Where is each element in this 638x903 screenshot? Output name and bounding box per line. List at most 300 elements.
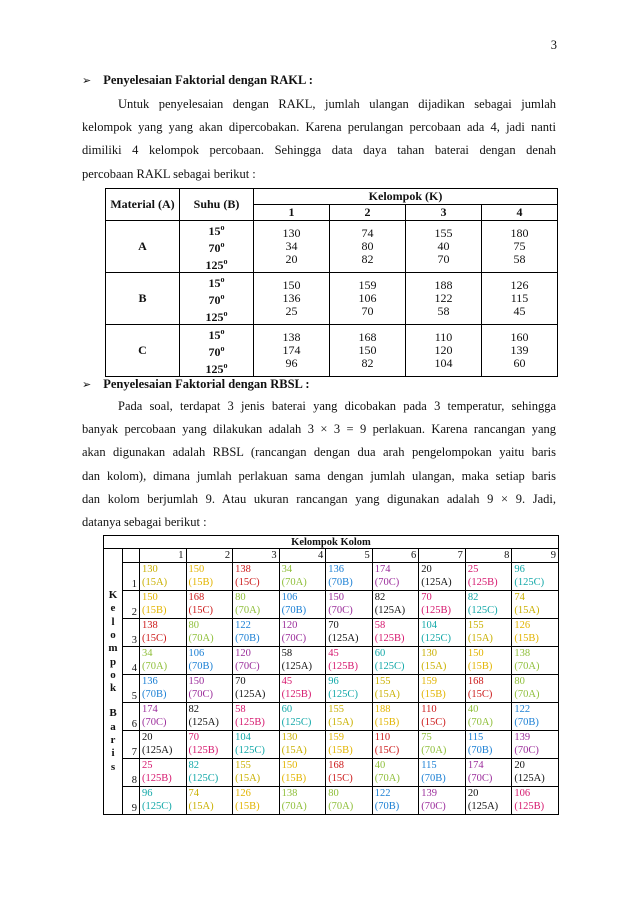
cell-value: 106: [358, 291, 377, 305]
kelompok-col-header: 4: [482, 205, 558, 221]
treatment-value: 106: [188, 648, 205, 659]
treatment-value: 20: [514, 760, 525, 771]
cell-value: 150: [282, 278, 301, 292]
treatment-code: (70C): [235, 661, 260, 672]
cell-value: 60: [513, 356, 526, 370]
treatment-value: 138: [281, 788, 298, 799]
treatment-code: (15A): [188, 801, 214, 812]
treatment-code: (15C): [467, 689, 493, 700]
treatment-cell: [140, 563, 187, 591]
treatment-code: (70C): [142, 717, 167, 728]
degree-mark: o: [223, 309, 228, 318]
section2-heading: [82, 377, 310, 392]
treatment-code: (15C): [235, 577, 260, 588]
treatment-value: 20: [467, 788, 479, 799]
value-cell: [254, 221, 330, 273]
treatment-value: 70: [328, 620, 339, 631]
page-number: 3: [550, 38, 557, 52]
treatment-code: (70B): [374, 801, 400, 812]
paragraph-line: banyak percobaan yang dilakukan adalah 3 × 3 = 9 perlakuan. Karena rancangan yang: [82, 422, 556, 437]
column-number: 1: [140, 549, 187, 563]
cell-value: 150: [358, 343, 377, 357]
header-suhu: Suhu (B): [180, 189, 254, 221]
degree-mark: o: [223, 361, 228, 370]
treatment-value: 80: [188, 620, 200, 631]
treatment-cell: [419, 563, 466, 591]
degree-mark: o: [220, 292, 225, 301]
treatment-code: (70B): [328, 577, 353, 588]
degree-mark: o: [220, 223, 225, 232]
treatment-cell: [326, 703, 373, 731]
treatment-value: 96: [328, 676, 339, 687]
treatment-value: 82: [188, 760, 200, 771]
treatment-value: 60: [374, 648, 386, 659]
treatment-cell: [233, 619, 280, 647]
treatment-cell: [512, 703, 559, 731]
treatment-cell: [279, 591, 326, 619]
treatment-cell: [279, 731, 326, 759]
treatment-value: 150: [142, 592, 158, 603]
cell-value: 160: [510, 330, 529, 344]
treatment-cell: [326, 591, 373, 619]
row-number: 6: [123, 703, 140, 731]
treatment-cell: [465, 675, 512, 703]
treatment-cell: [233, 563, 280, 591]
cell-value: 180: [510, 226, 529, 240]
treatment-value: 139: [421, 788, 438, 799]
value-cell: [254, 325, 330, 377]
cell-value: 34: [285, 239, 298, 253]
treatment-value: 136: [328, 564, 344, 575]
treatment-value: 45: [328, 648, 339, 659]
treatment-cell: [279, 619, 326, 647]
treatment-code: (15B): [281, 773, 307, 784]
table-row: [104, 619, 559, 647]
treatment-cell: [465, 787, 512, 815]
treatment-value: 82: [467, 592, 479, 603]
treatment-cell: [186, 731, 233, 759]
treatment-code: (125C): [235, 745, 265, 756]
treatment-value: 115: [421, 760, 437, 771]
treatment-code: (125A): [514, 773, 545, 784]
treatment-code: (70C): [374, 577, 400, 588]
value-cell: [482, 221, 558, 273]
treatment-cell: [419, 647, 466, 675]
treatment-cell: [419, 731, 466, 759]
column-number: 4: [279, 549, 326, 563]
treatment-code: (70C): [328, 605, 353, 616]
paragraph-line: kelompok yang yang akan dipercobakan. Karena perulangan percobaan ada 4, jadi nanti: [82, 120, 556, 135]
table-row: [104, 787, 559, 815]
treatment-code: (15A): [421, 661, 447, 672]
treatment-cell: [186, 563, 233, 591]
treatment-cell: [419, 759, 466, 787]
cell-value: 159: [358, 278, 377, 292]
suhu-value: 125: [205, 362, 224, 376]
treatment-code: (15A): [467, 633, 493, 644]
suhu-value: 15: [208, 224, 221, 238]
treatment-value: 20: [421, 564, 432, 575]
cell-value: 136: [282, 291, 301, 305]
table-row: [104, 731, 559, 759]
treatment-value: 96: [514, 564, 525, 575]
treatment-code: (125C): [328, 689, 358, 700]
cell-value: 74: [361, 226, 374, 240]
treatment-code: (125A): [235, 689, 266, 700]
treatment-cell: [512, 647, 559, 675]
treatment-code: (15B): [328, 745, 353, 756]
treatment-code: (70C): [188, 689, 214, 700]
treatment-value: 25: [142, 760, 153, 771]
treatment-cell: [465, 731, 512, 759]
cell-value: 75: [513, 239, 526, 253]
treatment-cell: [186, 703, 233, 731]
suhu-value: 70: [208, 345, 221, 359]
rakl-table: [105, 188, 558, 377]
column-number: 9: [512, 549, 559, 563]
treatment-cell: [326, 731, 373, 759]
treatment-value: 40: [374, 760, 386, 771]
cell-value: 155: [434, 226, 453, 240]
treatment-code: (70A): [421, 745, 447, 756]
treatment-value: 75: [421, 732, 432, 743]
treatment-cell: [465, 647, 512, 675]
treatment-cell: [326, 563, 373, 591]
suhu-value: 15: [208, 276, 221, 290]
treatment-cell: [279, 675, 326, 703]
column-number: 6: [372, 549, 419, 563]
treatment-cell: [372, 759, 419, 787]
treatment-cell: [140, 647, 187, 675]
treatment-cell: [326, 619, 373, 647]
section2-paragraph: [82, 395, 556, 534]
kelompok-col-header: 1: [254, 205, 330, 221]
kelompok-col-header: 2: [330, 205, 406, 221]
table-row: [104, 675, 559, 703]
value-cell: [482, 273, 558, 325]
treatment-value: 150: [281, 760, 298, 771]
suhu-cell: [180, 221, 254, 273]
treatment-code: (15B): [421, 689, 446, 700]
cell-value: 122: [434, 291, 453, 305]
treatment-cell: [465, 591, 512, 619]
value-cell: [254, 273, 330, 325]
treatment-code: (125B): [467, 577, 498, 588]
treatment-cell: [279, 759, 326, 787]
value-cell: [330, 221, 406, 273]
treatment-cell: [233, 703, 280, 731]
suhu-cell: [180, 325, 254, 377]
treatment-code: (125A): [188, 717, 219, 728]
section1-heading: [82, 73, 313, 88]
treatment-value: 120: [235, 648, 251, 659]
treatment-code: (70B): [514, 717, 539, 728]
treatment-value: 115: [467, 732, 484, 743]
treatment-value: 168: [328, 760, 344, 771]
cell-value: 82: [361, 356, 374, 370]
row-number: 3: [123, 619, 140, 647]
cell-value: 120: [434, 343, 453, 357]
treatment-code: (70C): [421, 801, 446, 812]
header-material: Material (A): [106, 189, 180, 221]
treatment-value: 34: [281, 564, 293, 575]
treatment-value: 45: [281, 676, 293, 687]
treatment-code: (125B): [514, 801, 545, 812]
table-row: [104, 563, 559, 591]
treatment-value: 104: [235, 732, 251, 743]
suhu-cell: [180, 273, 254, 325]
degree-mark: o: [220, 275, 225, 284]
treatment-cell: [326, 787, 373, 815]
treatment-code: (125C): [374, 661, 405, 672]
treatment-code: (15C): [421, 717, 446, 728]
treatment-code: (70C): [467, 773, 493, 784]
treatment-value: 174: [374, 564, 391, 575]
cell-value: 188: [434, 278, 453, 292]
table-row: [106, 273, 558, 325]
treatment-cell: [512, 787, 559, 815]
kelompok-kolom-header: Kelompok Kolom: [104, 536, 559, 549]
treatment-value: 96: [142, 788, 153, 799]
cell-value: 130: [282, 226, 301, 240]
treatment-cell: [372, 647, 419, 675]
treatment-code: (15A): [281, 745, 307, 756]
paragraph-line: dan kolom), dimana jumlah perlakuan sama dengan jumlah ulangan, maka setiap baris: [82, 468, 556, 483]
cell-value: 20: [285, 252, 298, 266]
treatment-cell: [233, 731, 280, 759]
paragraph-line: Pada soal, terdapat 3 jenis baterai yang dicobakan pada 3 temperatur, sehingga: [118, 399, 556, 413]
treatment-code: (15A): [514, 605, 540, 616]
treatment-value: 138: [142, 620, 158, 631]
treatment-value: 110: [421, 704, 437, 715]
kelompok-baris-text: K e l o m p o k B a r i s: [108, 589, 118, 773]
treatment-code: (125A): [467, 801, 499, 812]
treatment-code: (125B): [142, 773, 172, 784]
treatment-code: (70C): [514, 745, 539, 756]
value-cell: [330, 273, 406, 325]
cell-value: 110: [434, 330, 453, 344]
paragraph-line: akan digunakan adalah RBSL (rancangan dengan dua arah pengelompokan yaitu baris: [82, 445, 556, 460]
suhu-value: 15: [208, 328, 221, 342]
treatment-value: 174: [142, 704, 158, 715]
treatment-cell: [233, 675, 280, 703]
treatment-value: 150: [188, 564, 205, 575]
treatment-cell: [465, 759, 512, 787]
treatment-value: 136: [142, 676, 158, 687]
treatment-code: (125A): [421, 577, 452, 588]
paragraph-line: datanya sebagai berikut :: [82, 514, 207, 529]
treatment-value: 58: [374, 620, 386, 631]
treatment-code: (15C): [142, 633, 167, 644]
treatment-cell: [512, 731, 559, 759]
column-number: 3: [233, 549, 280, 563]
rbsl-table: [103, 535, 559, 815]
treatment-cell: [186, 787, 233, 815]
cell-value: 25: [285, 304, 298, 318]
treatment-code: (70A): [188, 633, 214, 644]
corner-cell: [123, 549, 140, 563]
cell-value: 58: [513, 252, 526, 266]
treatment-cell: [186, 591, 233, 619]
treatment-cell: [140, 619, 187, 647]
cell-value: 70: [361, 304, 374, 318]
row-number: 9: [123, 787, 140, 815]
table-row: [106, 221, 558, 273]
treatment-value: 155: [328, 704, 344, 715]
treatment-code: (70A): [328, 801, 354, 812]
treatment-cell: [140, 759, 187, 787]
treatment-cell: [326, 675, 373, 703]
treatment-code: (125C): [188, 773, 219, 784]
treatment-cell: [372, 675, 419, 703]
treatment-code: (15A): [374, 689, 400, 700]
treatment-value: 70: [188, 732, 200, 743]
treatment-value: 150: [328, 592, 344, 603]
paragraph-line: percobaan RAKL sebagai berikut :: [82, 166, 256, 181]
row-number: 8: [123, 759, 140, 787]
treatment-code: (15B): [514, 633, 539, 644]
suhu-value: 125: [205, 310, 224, 324]
treatment-value: 122: [374, 788, 391, 799]
treatment-value: 110: [374, 732, 391, 743]
treatment-cell: [186, 647, 233, 675]
treatment-value: 138: [235, 564, 251, 575]
treatment-code: (15B): [467, 661, 493, 672]
treatment-code: (125A): [142, 745, 173, 756]
treatment-cell: [512, 563, 559, 591]
treatment-value: 130: [421, 648, 438, 659]
treatment-cell: [186, 619, 233, 647]
treatment-cell: [372, 787, 419, 815]
treatment-code: (15A): [235, 773, 261, 784]
treatment-code: (15A): [142, 577, 168, 588]
treatment-code: (125B): [235, 717, 265, 728]
treatment-value: 104: [421, 620, 438, 631]
treatment-value: 159: [421, 676, 438, 687]
treatment-code: (125C): [421, 633, 452, 644]
treatment-code: (125B): [188, 745, 219, 756]
treatment-value: 106: [514, 788, 531, 799]
treatment-code: (70A): [281, 577, 307, 588]
treatment-value: 80: [514, 676, 525, 687]
treatment-value: 40: [467, 704, 479, 715]
arrow-bullet-icon: ➢: [82, 75, 92, 87]
column-number: 5: [326, 549, 373, 563]
treatment-code: (15B): [188, 577, 214, 588]
cell-value: 115: [510, 291, 529, 305]
treatment-cell: [186, 675, 233, 703]
treatment-cell: [186, 759, 233, 787]
treatment-cell: [233, 647, 280, 675]
treatment-cell: [326, 647, 373, 675]
treatment-cell: [465, 563, 512, 591]
paragraph-line: dimiliki 4 kelompok percobaan. Sehingga data daya tahan baterai dengan denah: [82, 143, 556, 158]
row-number: 7: [123, 731, 140, 759]
treatment-code: (70A): [467, 717, 493, 728]
treatment-cell: [279, 703, 326, 731]
treatment-cell: [419, 787, 466, 815]
treatment-cell: [372, 731, 419, 759]
treatment-code: (125C): [467, 605, 498, 616]
treatment-code: (70B): [421, 773, 446, 784]
paragraph-line: dan kolom berjumlah 9. Atau ukuran rancangan yang digunakan adalah 9 × 9. Jadi,: [82, 491, 556, 506]
treatment-value: 122: [235, 620, 251, 631]
treatment-value: 74: [514, 592, 525, 603]
treatment-code: (70C): [281, 633, 307, 644]
treatment-value: 120: [281, 620, 298, 631]
arrow-bullet-icon: ➢: [82, 379, 92, 391]
row-number: 4: [123, 647, 140, 675]
treatment-value: 174: [467, 760, 484, 771]
value-cell: [406, 273, 482, 325]
treatment-cell: [419, 675, 466, 703]
treatment-value: 34: [142, 648, 153, 659]
cell-value: 45: [513, 304, 526, 318]
treatment-value: 130: [142, 564, 158, 575]
treatment-code: (15C): [374, 745, 400, 756]
degree-mark: o: [220, 327, 225, 336]
treatment-value: 168: [467, 676, 484, 687]
treatment-value: 155: [374, 676, 391, 687]
value-cell: [406, 221, 482, 273]
treatment-value: 80: [328, 788, 339, 799]
column-number: 2: [186, 549, 233, 563]
material-cell: B: [106, 273, 180, 325]
treatment-code: (125A): [281, 661, 312, 672]
treatment-cell: [372, 703, 419, 731]
treatment-value: 70: [421, 592, 432, 603]
treatment-value: 150: [188, 676, 205, 687]
kelompok-baris-label: [104, 549, 123, 815]
treatment-cell: [512, 759, 559, 787]
treatment-code: (70B): [467, 745, 493, 756]
table-row: [106, 325, 558, 377]
treatment-code: (70A): [374, 773, 400, 784]
kelompok-col-header: 3: [406, 205, 482, 221]
treatment-cell: [233, 787, 280, 815]
value-cell: [482, 325, 558, 377]
row-number: 5: [123, 675, 140, 703]
material-cell: C: [106, 325, 180, 377]
treatment-cell: [279, 647, 326, 675]
treatment-code: (70A): [142, 661, 168, 672]
cell-value: 168: [358, 330, 377, 344]
cell-value: 174: [282, 343, 301, 357]
treatment-code: (15A): [328, 717, 354, 728]
suhu-value: 125: [205, 258, 224, 272]
treatment-value: 126: [235, 788, 251, 799]
row-number: 1: [123, 563, 140, 591]
treatment-cell: [372, 563, 419, 591]
treatment-code: (125B): [281, 689, 312, 700]
treatment-value: 188: [374, 704, 391, 715]
treatment-code: (125A): [374, 605, 406, 616]
treatment-value: 25: [467, 564, 479, 575]
treatment-value: 122: [514, 704, 531, 715]
treatment-cell: [279, 563, 326, 591]
treatment-value: 82: [188, 704, 200, 715]
degree-mark: o: [223, 257, 228, 266]
treatment-value: 70: [235, 676, 246, 687]
degree-mark: o: [220, 240, 225, 249]
treatment-code: (70A): [514, 661, 540, 672]
cell-value: 58: [437, 304, 450, 318]
treatment-code: (15C): [188, 605, 214, 616]
cell-value: 139: [510, 343, 529, 357]
treatment-cell: [465, 619, 512, 647]
treatment-value: 155: [467, 620, 484, 631]
material-cell: A: [106, 221, 180, 273]
